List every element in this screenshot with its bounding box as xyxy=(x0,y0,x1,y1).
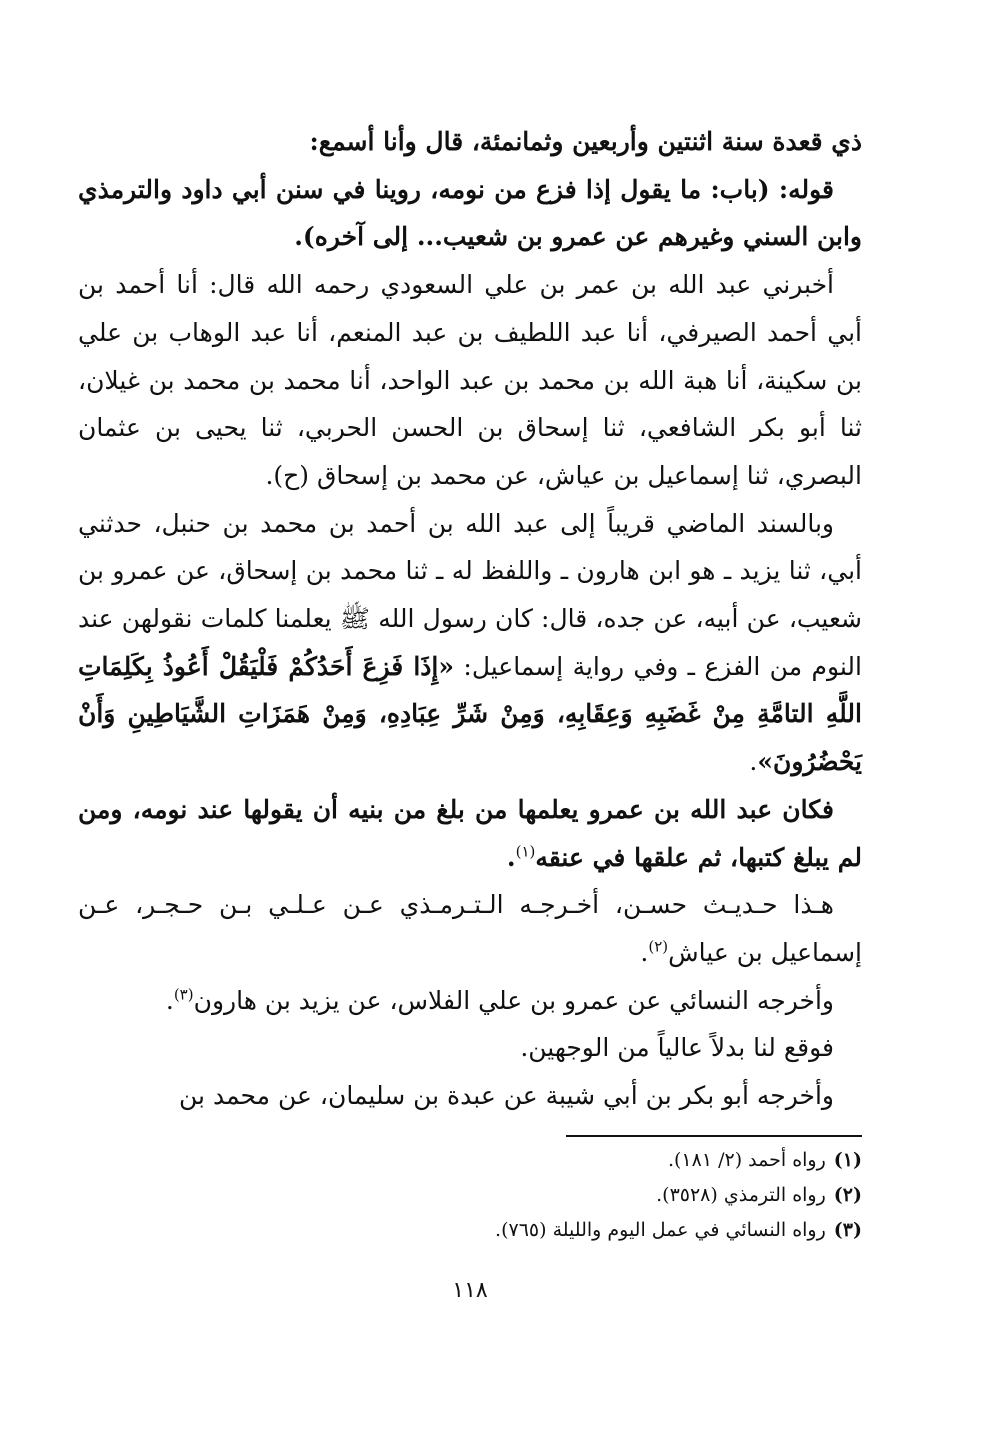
footnote-text: رواه الترمذي (٣٥٢٨). xyxy=(656,1184,826,1206)
footnote-1 xyxy=(78,1143,862,1178)
paragraph xyxy=(78,1072,862,1120)
paragraph xyxy=(78,977,862,1025)
text-segment: فوقع لنا بدلاً عالياً من الوجهين. xyxy=(520,1033,834,1063)
paragraph xyxy=(78,881,862,976)
footnote-text: رواه أحمد (٢/ ١٨١). xyxy=(667,1149,826,1171)
text-segment: وأخرجه أبو بكر بن أبي شيبة عن عبدة بن سليمان، عن محمد بن xyxy=(179,1081,834,1111)
text-segment: هـذا حـديـث حسـن، أخـرجـه الـتـرمـذي عـن عـلـي بـن حـجـر، عـن إسماعيل بن عياش xyxy=(78,890,862,967)
text-segment: ذي قعدة سنة اثنتين وأربعين وثمانمئة، قال وأنا أسمع: xyxy=(309,127,862,156)
book-page xyxy=(78,118,862,1430)
text-segment: فكان عبد الله بن عمرو يعلمها من بلغ من بنيه أن يقولها عند نومه، ومن لم يبلغ كتبها، ثم علقها في عنقه xyxy=(78,794,862,872)
footnote-3 xyxy=(78,1213,862,1248)
text-segment: أخبرني عبد الله بن عمر بن علي السعودي رحمه الله قال: أنا أحمد بن أبي أحمد الصيرفي، أنا عبد اللطيف بن عبد المنعم، أنا عبد الوهاب بن علي بن سكينة، أنا هبة الله بن محمد بن عبد الواحد، أنا محمد بن محمد بن غيلان، ثنا أبو بكر الشافعي، ثنا إسحاق بن الحسن الحربي، ثنا يحيى بن عثمان البصري، ثنا إسماعيل بن عياش، عن محمد بن إسحاق (ح). xyxy=(78,270,862,490)
text-segment: . xyxy=(640,937,649,967)
footnote-number: (٣) xyxy=(833,1219,862,1241)
footnote-reference: (١) xyxy=(515,842,536,861)
text-segment: قوله: (باب: ما يقول إذا فزع من نومه، روينا في سنن أبي داود والترمذي وابن السني وغيرهم عن عمرو بن شعيب... إلى آخره). xyxy=(78,174,862,252)
footnotes xyxy=(78,1143,862,1248)
footnote-number: (٢) xyxy=(833,1184,862,1206)
footnote-separator xyxy=(566,1135,862,1137)
footnote-reference: (٣) xyxy=(173,985,194,1004)
paragraph xyxy=(78,261,862,500)
text-segment: «إِذَا فَزِعَ أَحَدُكُمْ فَلْيَقُلْ أَعُوذُ بِكَلِمَاتِ اللَّهِ التامَّةِ مِنْ غَضَبِهِ وَعِقَابِهِ، وَمِنْ شَرِّ عِبَادِهِ، وَمِنْ هَمَزَاتِ الشَّيَاطِينِ وَأَنْ يَحْضُرُونَ» xyxy=(78,651,862,777)
text-segment: وأخرجه النسائي عن عمرو بن علي الفلاس، عن يزيد بن هارون xyxy=(193,985,834,1015)
footnote-text: رواه النسائي في عمل اليوم والليلة (٧٦٥). xyxy=(495,1219,826,1241)
text-segment: . xyxy=(165,985,174,1015)
main-text xyxy=(78,118,862,1120)
page-number: ١١٨ xyxy=(452,1278,488,1303)
text-segment: . xyxy=(506,842,516,872)
footnote-number: (١) xyxy=(833,1149,862,1171)
footnote-2 xyxy=(78,1178,862,1213)
paragraph xyxy=(78,1024,862,1072)
footnote-reference: (٢) xyxy=(648,937,669,956)
text-segment: . xyxy=(749,747,758,777)
paragraph xyxy=(78,786,862,881)
text-segment: وبالسند الماضي قريباً إلى عبد الله بن أحمد بن محمد بن حنبل، حدثني أبي، ثنا يزيد ـ هو ابن هارون ـ واللفظ له ـ ثنا محمد بن إسحاق، عن عمرو بن شعيب، عن أبيه، عن جده، قال: كان رسول الله ﷺ يعلمنا كلمات نقولهن عند النوم من الفزع ـ وفي رواية إسماعيل: xyxy=(78,508,862,681)
paragraph xyxy=(78,500,862,786)
paragraph xyxy=(78,118,862,166)
paragraph xyxy=(78,166,862,261)
